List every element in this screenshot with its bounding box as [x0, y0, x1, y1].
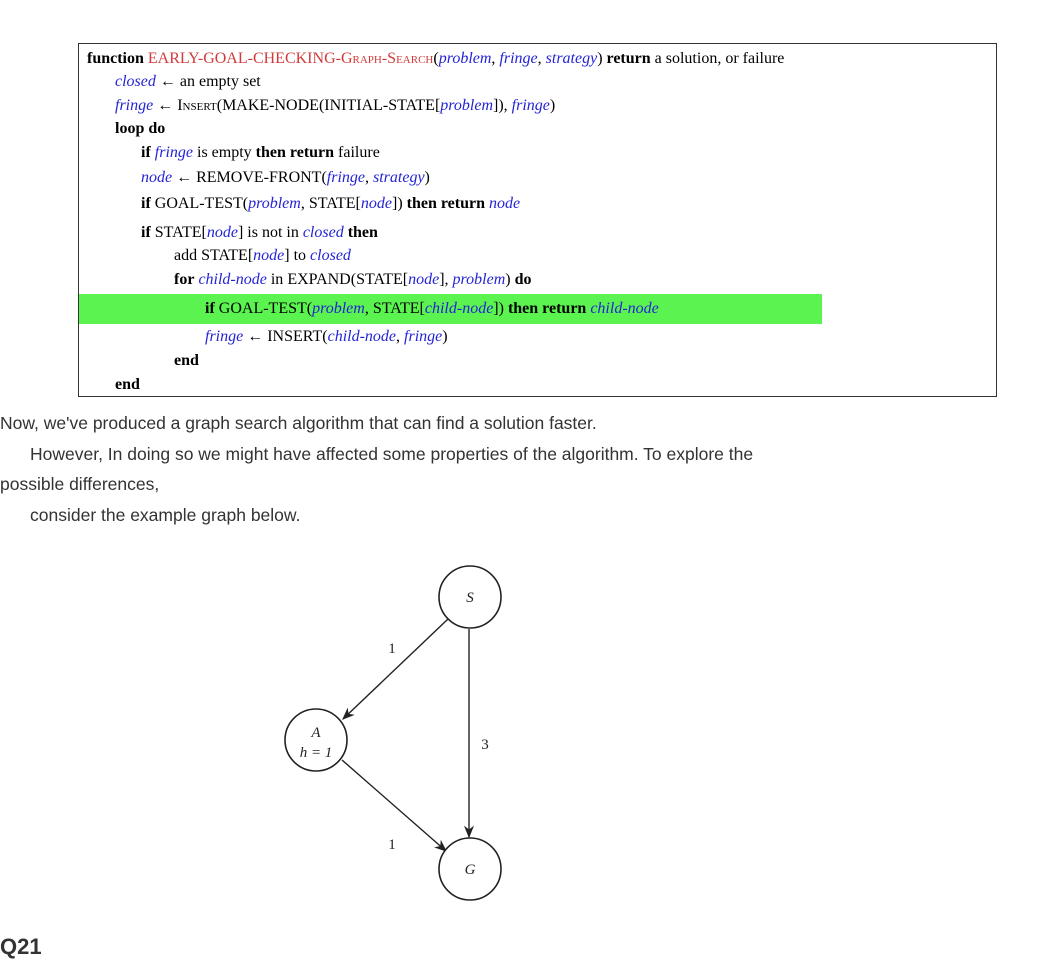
- node-a-label: A: [311, 725, 321, 741]
- edge-label-sg: 3: [481, 737, 489, 753]
- algo-line-add-closed: add STATE[node] to closed: [174, 247, 351, 264]
- prose-paragraph-3: possible differences,: [0, 474, 160, 494]
- edge-label-ag: 1: [388, 837, 396, 853]
- algo-line-if-not-closed: if STATE[node] is not in closed then: [141, 224, 378, 241]
- algo-line-end-inner: end: [174, 352, 199, 369]
- edge-s-to-a: [343, 619, 448, 719]
- edge-label-sa: 1: [388, 641, 396, 657]
- algo-line-goal-test-child: if GOAL-TEST(problem, STATE[child-node]) then return child-node: [205, 300, 659, 317]
- algo-line-if-empty: if fringe is empty then return failure: [141, 144, 380, 161]
- algo-line-closed-init: closed ← an empty set: [115, 73, 261, 90]
- node-g-label: G: [464, 862, 476, 878]
- algo-line-function-signature: function EARLY-GOAL-CHECKING-Graph-Search(problem, fringe, strategy) return a solution, or failure: [87, 50, 785, 67]
- prose-paragraph-2: However, In doing so we might have affected some properties of the algorithm. To explore the: [30, 444, 754, 464]
- algo-line-loop: loop do: [115, 120, 166, 137]
- algo-line-remove-front: node ← REMOVE-FRONT(fringe, strategy): [141, 169, 430, 186]
- algo-line-goal-test-node: if GOAL-TEST(problem, STATE[node]) then return node: [141, 195, 521, 212]
- algo-line-for-expand: for child-node in EXPAND(STATE[node], problem) do: [174, 271, 532, 288]
- algo-line-fringe-init: fringe ← Insert(MAKE-NODE(INITIAL-STATE[problem]), fringe): [115, 97, 556, 114]
- prose-paragraph-4: consider the example graph below.: [30, 505, 301, 525]
- bottom-cut-text: Q21: [0, 934, 42, 959]
- node-a-heuristic: h = 1: [299, 745, 333, 761]
- algo-line-end-outer: end: [115, 376, 140, 393]
- node-s-label: S: [466, 590, 474, 606]
- algo-line-insert-child: fringe ← INSERT(child-node, fringe): [205, 328, 448, 345]
- prose-paragraph-1: Now, we've produced a graph search algorithm that can find a solution faster.: [0, 413, 597, 433]
